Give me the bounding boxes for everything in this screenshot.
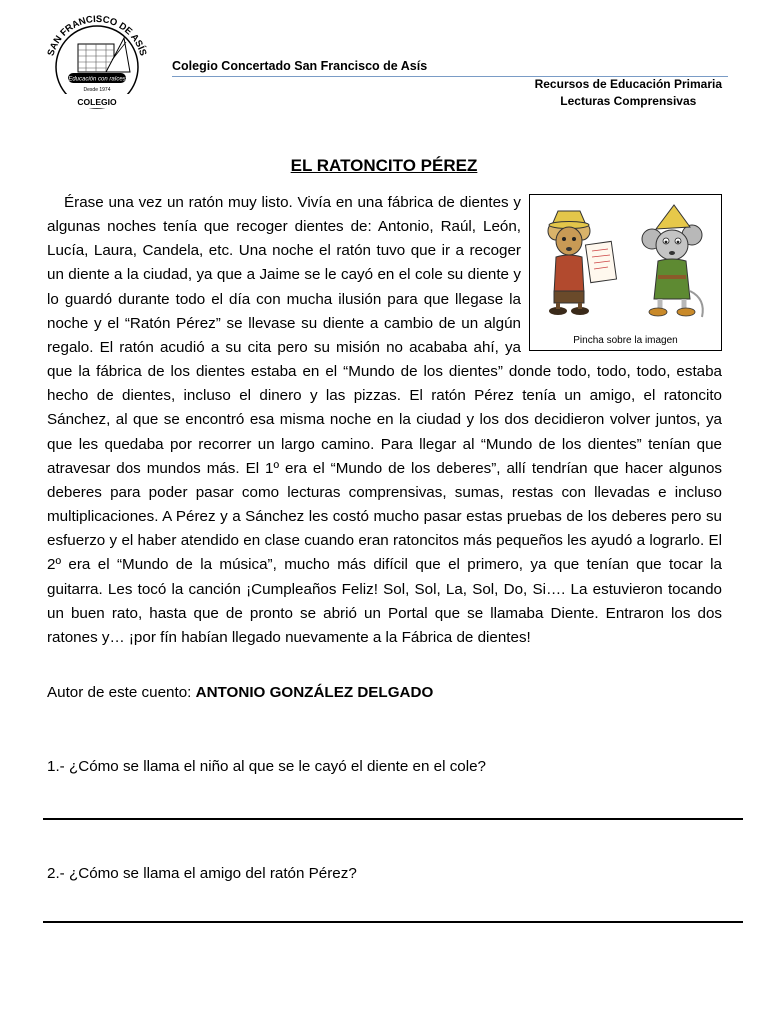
question-2: 2.- ¿Cómo se llama el amigo del ratón Pérez?: [47, 865, 357, 882]
story-body: Érase una vez un ratón muy listo. Vivía en una fábrica de dientes y algunas noches tenía que recoger dientes de: Antonio, Raúl, León, Lucía, Laura, Candela, etc. Una noche el ratón tuvo que ir a recoger un diente a la ciudad, ya que a Jaime se le cayó en el cole su diente y lo guardó durante todo el día con mucha ilusión para que llegase la noche y el “Ratón Pérez” se llevase su diente a cambio de un algún regalo. El ratón acudió a su cita pero su misión no acababa ahí, ya que la fábrica de los dientes estaba en el “Mundo de los dientes” donde todo, todo, todo, estaba hecho de dientes, incluso el dinero y las pizzas. El ratón Pérez tenía un amigo, el ratoncito Sánchez, al que se encontró esa misma noche en la ciudad y los dos decidieron volver juntos, ya que les quedaba por recorrer un largo camino. Para llegar al “Mundo de los dientes” tenían que atravesar dos mundos más. El 1º era el “Mundo de los deberes”, allí tendrían que hacer algunos deberes para poder pasar como lecturas comprensivas, sumas, restas con llevadas e incluso multiplicaciones. A Pérez y a Sánchez les costó mucho pasar estas pruebas de los deberes pero su esfuerzo y el haber atendido en clase cuando eran ratoncitos más pequeños les ayudó a lograrlo. El 2º era el “Mundo de la música”, mucho más difícil que el primero, ya que tenían que tocar la guitarra. Les tocó la canción ¡Cumpleaños Feliz! Sol, Sol, La, Sol, Do, Si…. La estuvieron tocando un buen rato, hasta que de pronto se abrió un Portal que se llamaba Diente. Entraron los dos ratones y… ¡por fín habían llegado nuevamente a la Fábrica de dientes!: [47, 194, 722, 646]
story-title: EL RATONCITO PÉREZ: [290, 156, 478, 175]
author-line: [47, 684, 433, 701]
logo-motto: Educación con raíces: [68, 76, 126, 83]
mouse-sanchez-image: [642, 205, 703, 317]
logo-label: COLEGIO: [77, 97, 117, 107]
question-1: 1.- ¿Cómo se llama el niño al que se le cayó el diente en el cole?: [47, 758, 486, 775]
story-illustration-link[interactable]: [529, 194, 722, 351]
logo-since: Desde 1974: [83, 87, 111, 93]
mouse-perez-image: [548, 211, 617, 315]
image-caption: Pincha sobre la imagen: [573, 335, 678, 346]
resources-line-1: Recursos de Educación Primaria: [534, 77, 722, 91]
logo-arc-text: SAN FRANCISCO DE ASÍS: [45, 13, 149, 58]
school-logo: [38, 12, 156, 112]
author-name: ANTONIO GONZÁLEZ DELGADO: [195, 684, 434, 701]
story-section: [47, 191, 722, 650]
answer-line-1[interactable]: [43, 818, 743, 820]
author-label: Autor de este cuento:: [47, 684, 196, 701]
mice-illustration: [534, 199, 717, 329]
school-name: Colegio Concertado San Francisco de Asís: [172, 59, 428, 73]
answer-line-2[interactable]: [43, 921, 743, 923]
resources-line-2: Lecturas Comprensivas: [560, 94, 697, 108]
building-icon: [78, 38, 130, 72]
resources-heading: [535, 76, 722, 110]
